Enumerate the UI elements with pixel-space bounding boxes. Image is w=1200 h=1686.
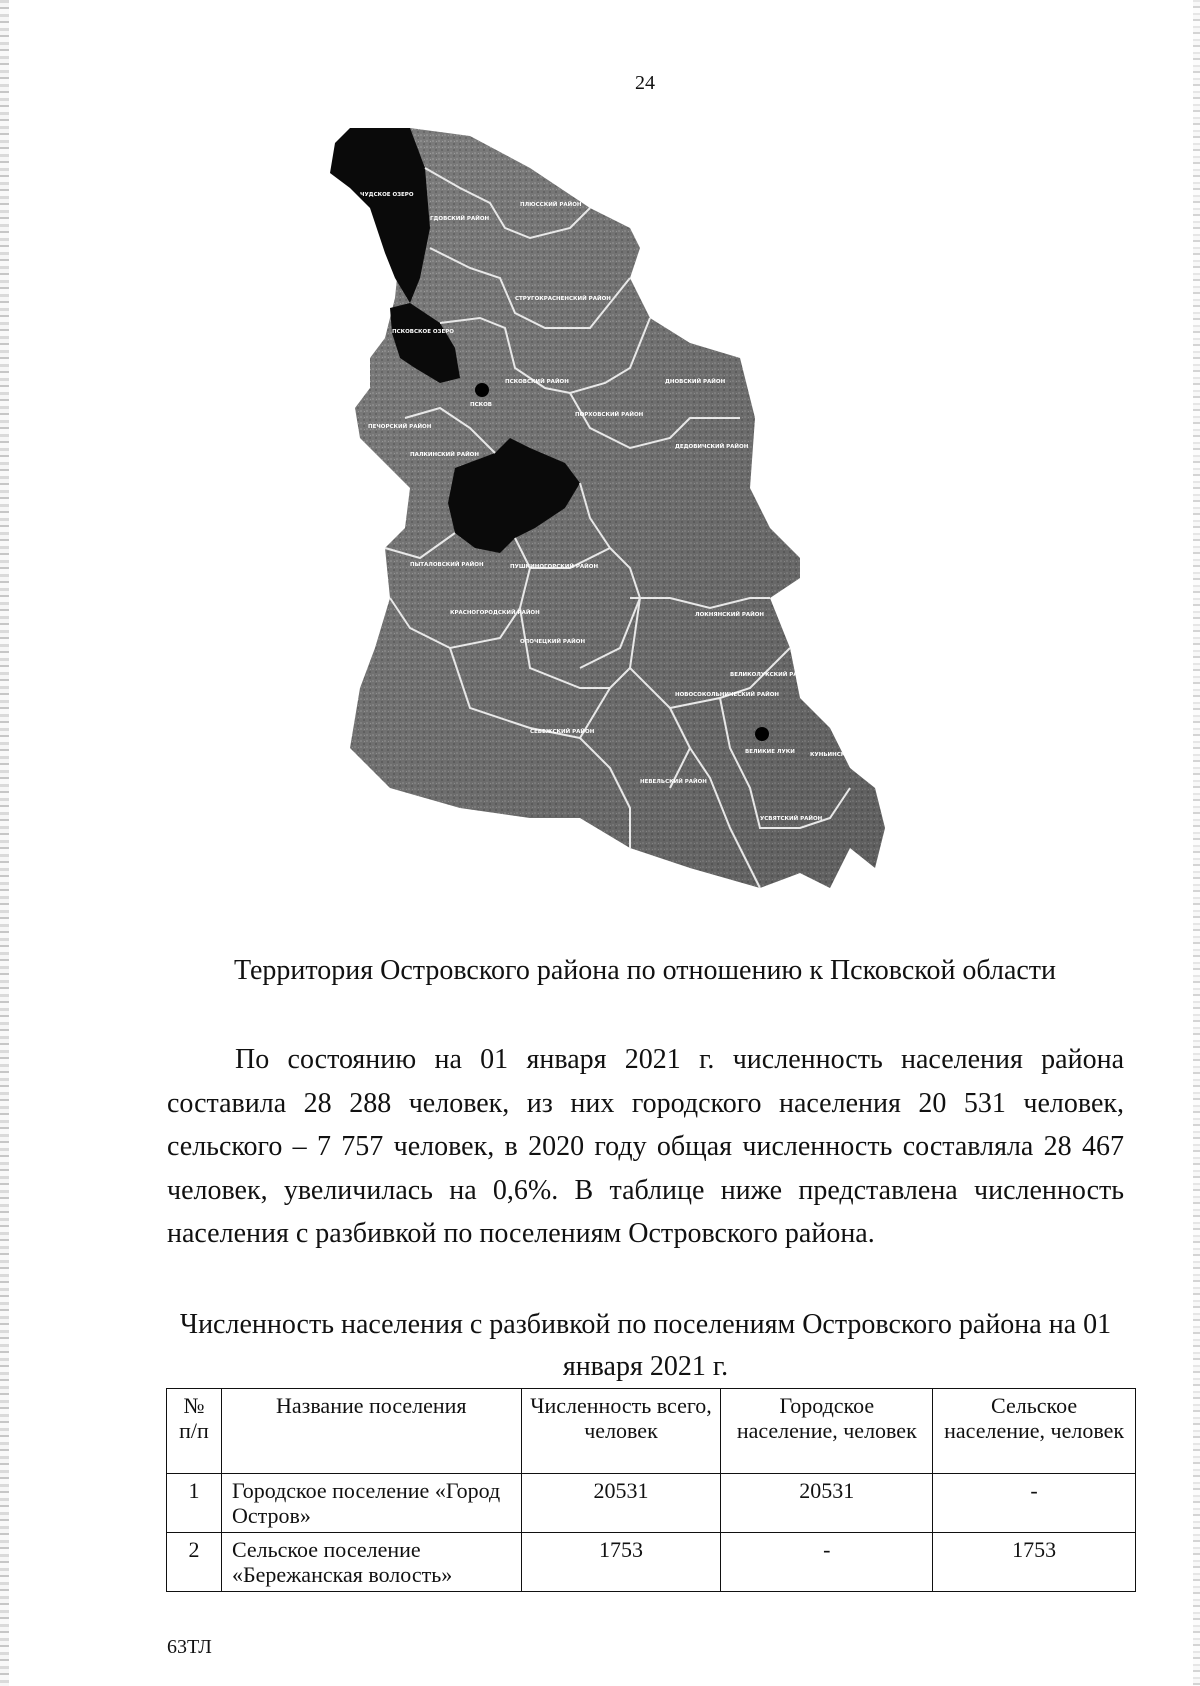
map-label: ПЕЧОРСКИЙ РАЙОН <box>368 424 432 430</box>
map-label: ПСКОВСКОЕ ОЗЕРО <box>392 329 454 335</box>
cell-total: 1753 <box>521 1533 721 1592</box>
header-number: № п/п <box>167 1389 222 1474</box>
body-paragraph <box>167 1038 1124 1256</box>
region-map <box>330 128 950 948</box>
table-header-row <box>167 1389 1136 1474</box>
map-caption: Территория Островского района по отношению к Псковской области <box>233 955 1057 986</box>
map-label: ПЫТАЛОВСКИЙ РАЙОН <box>410 562 484 568</box>
scan-edge-right <box>1193 0 1200 1686</box>
city-velikie-luki-marker <box>755 727 769 741</box>
cell-settlement-name: Городское поселение «Город Остров» <box>221 1474 521 1533</box>
map-label: ПАЛКИНСКИЙ РАЙОН <box>410 452 479 458</box>
cell-number: 1 <box>167 1474 222 1533</box>
cell-urban: - <box>721 1533 933 1592</box>
cell-urban: 20531 <box>721 1474 933 1533</box>
table-row <box>167 1474 1136 1533</box>
map-label: КРАСНОГОРОДСКИЙ РАЙОН <box>450 610 540 616</box>
scan-edge-left <box>0 0 9 1686</box>
map-label: ПУШКИНОГОРСКИЙ РАЙОН <box>510 564 599 570</box>
header-urban: Городское население, человек <box>721 1389 933 1474</box>
header-settlement-name: Название поселения <box>221 1389 521 1474</box>
header-rural: Сельское население, человек <box>933 1389 1136 1474</box>
map-label: ПСКОВ <box>470 402 493 408</box>
population-table <box>166 1388 1136 1592</box>
page-number: 24 <box>635 72 655 94</box>
map-label: ДНОВСКИЙ РАЙОН <box>665 379 726 385</box>
cell-total: 20531 <box>521 1474 721 1533</box>
map-graphic <box>330 128 950 948</box>
map-label: УСВЯТСКИЙ РАЙОН <box>760 816 823 822</box>
map-label: ПОРХОВСКИЙ РАЙОН <box>575 412 644 418</box>
map-label: ВЕЛИКОЛУКСКИЙ РАЙОН <box>730 672 812 678</box>
city-pskov-marker <box>475 383 489 397</box>
table-row <box>167 1533 1136 1592</box>
cell-settlement-name: Сельское поселение «Бережанская волость» <box>221 1533 521 1592</box>
header-total: Численность всего, человек <box>521 1389 721 1474</box>
map-label: СЕБЕЖСКИЙ РАЙОН <box>530 729 595 735</box>
cell-rural: - <box>933 1474 1136 1533</box>
map-label: ЧУДСКОЕ ОЗЕРО <box>360 192 414 198</box>
map-label: СТРУГОКРАСНЕНСКИЙ РАЙОН <box>515 296 611 302</box>
map-label: ПЛЮССКИЙ РАЙОН <box>520 202 582 208</box>
map-label: ОПОЧЕЦКИЙ РАЙОН <box>520 639 586 645</box>
map-label: ГДОВСКИЙ РАЙОН <box>430 216 490 222</box>
footer-code: 63ТЛ <box>167 1636 212 1658</box>
map-label: КУНЬИНСКИЙ РАЙОН <box>810 752 879 758</box>
body-paragraph-text: По состоянию на 01 января 2021 г. численность населения района составила 28 288 человек, из них городского населения 20 531 человек, сельского – 7 757 человек, в 2020 году общая численность составляла 28 467 человек, увеличилась на 0,6%. В таблице ниже представлена численность населения с разбивкой по поселениям Островского района. <box>167 1044 1124 1249</box>
table-title: Численность населения с разбивкой по поселениям Островского района на 01 января 2021 г. <box>179 1309 1112 1382</box>
map-label: ДЕДОВИЧСКИЙ РАЙОН <box>675 444 749 450</box>
map-label: ПСКОВСКИЙ РАЙОН <box>505 379 569 385</box>
map-label: ЛОКНЯНСКИЙ РАЙОН <box>695 612 765 618</box>
map-label: НЕВЕЛЬСКИЙ РАЙОН <box>640 779 707 785</box>
map-label: ВЕЛИКИЕ ЛУКИ <box>745 749 795 755</box>
lake-chudskoe <box>330 128 430 303</box>
cell-rural: 1753 <box>933 1533 1136 1592</box>
cell-number: 2 <box>167 1533 222 1592</box>
map-label: НОВОСОКОЛЬНИЧЕСКИЙ РАЙОН <box>675 692 780 698</box>
